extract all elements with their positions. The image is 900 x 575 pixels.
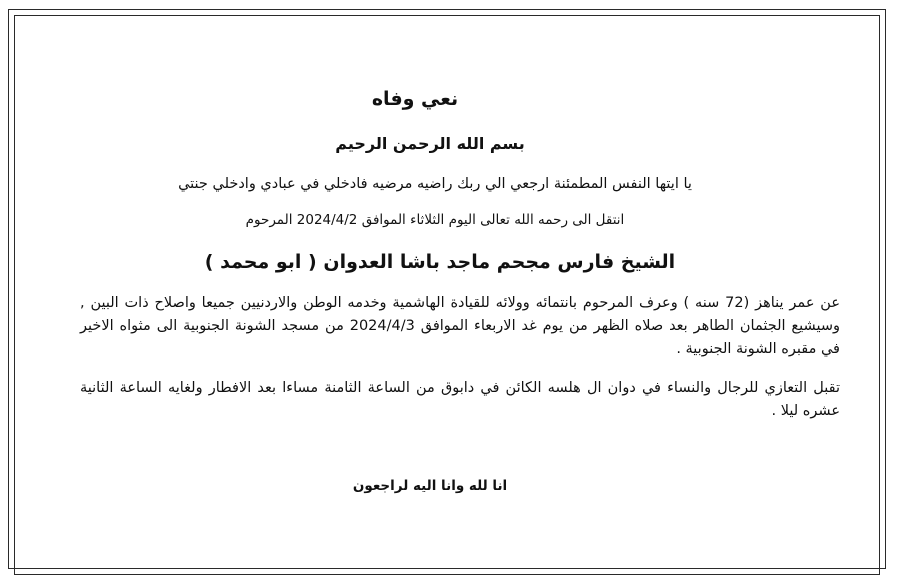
condolences-paragraph: تقبل التعازي للرجال والنساء في دوان ال هلسه الكائن في دابوق من الساعة الثامنة مساءا بعد الافطار ولغايه الساعة الثانية عشره ليلا . <box>80 380 840 419</box>
quran-verse: يا ايتها النفس المطمئنة ارجعي الي ربك راضيه مرضيه فادخلي في عبادي وادخلي جنتي <box>178 176 692 192</box>
closing-phrase: انا لله وانا اليه لراجعون <box>352 478 508 494</box>
death-announcement: انتقل الى رحمه الله تعالى اليوم الثلاثاء الموافق 2024/4/2 المرحوم <box>245 212 625 228</box>
notice-title: نعي وفاه <box>371 88 459 110</box>
biography-funeral-paragraph: عن عمر يناهز (72 سنه ) وعرف المرحوم بانتمائه وولائه للقيادة الهاشمية وخدمه الوطن والاردنيين جميعا واصلاح ذات البين , وسيشيع الجثمان الطاهر بعد صلاه الظهر من يوم غد الاربعاء الموافق 2024/4/3 من مسجد الشونة الجنوبية الى مثواه الاخير في مقبره الشونة الجنوبية . <box>80 295 840 357</box>
obituary-notice <box>80 0 840 556</box>
deceased-name: الشيخ فارس مجحم ماجد باشا العدوان ( ابو محمد ) <box>204 251 676 273</box>
basmala: بسم الله الرحمن الرحيم <box>335 134 525 153</box>
